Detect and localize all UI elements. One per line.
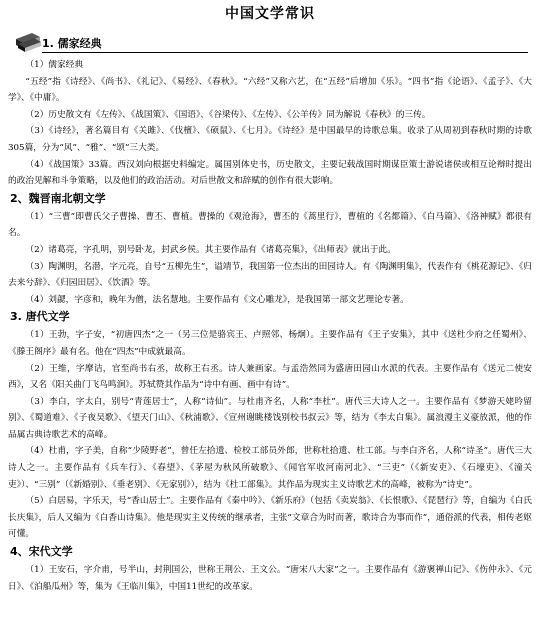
paragraph: （4）《战国策》33篇。西汉刘向根据史料编定。属国别体史书，历史散文，主要记载战国时期谋臣策士游说诸侯或相互论辩时提出的政治见解和斗争策略，以及他们的政治活动。对后世散文和辞赋的创作有很大影响。 xyxy=(8,159,532,187)
paragraph: （5）白居易，字乐天，号“香山居士”。主要作品有《秦中吟》、《新乐府》（包括《卖炭翁》、《长恨歌》、《琵琶行》等，自编为《白氏长庆集》，后人又编为《白香山诗集》。他是现实主义传统的继承者，主张“文章合为时而著，歌诗合为事而作”，通俗派的代表，相传老妪可懂。 xyxy=(8,496,532,540)
paragraph: （2）王维，字摩诘，官至尚书右丞，故称王右丞。诗人兼画家。与孟浩然同为盛唐田园山水派的代表。主要作品有《送元二使安西》，又名《阳关曲门飞鸟鸣涧》。苏轼赞其作品为“诗中有画、画中有诗”。 xyxy=(8,363,532,391)
section-heading: 3. 唐代文学 xyxy=(10,310,70,324)
page-title: 中国文学常识 xyxy=(225,6,315,22)
paragraph: “五经”指《诗经》、《尚书》、《礼记》、《易经》、《春秋》。“六经”又称六艺，在“五经”后增加《乐》。“四书”指《论语》、《孟子》、《大学》、《中庸》。 xyxy=(8,76,532,104)
books-icon xyxy=(14,29,42,53)
section-heading: 4、宋代文学 xyxy=(10,545,73,559)
paragraph: （1）“三曹”即曹氏父子曹操、曹丕、曹植。曹操的《观沧海》，曹丕的《蒿里行》，曹植的《名都篇》、《白马篇》、《洛神赋》都很有名。 xyxy=(8,211,532,239)
paragraph: （1）儒家经典 xyxy=(25,60,84,70)
paragraph: （4）杜甫，字子美，自称“少陵野老”，曾任左拾遗、检校工部员外郎，世称杜拾遗、杜工部。与李白齐名，人称“诗圣”。唐代三大诗人之一。主要作品有《兵车行》、《春望》、《茅屋为秋风所破歌》、《闻官军收河南河北》、“三吏”（《新安吏》、《石壕吏》、《潼关吏》）、“三别”（《新婚别》、《垂老别》、《无家别》），结为《杜工部集》。其作品为现实主义诗歌艺术的高峰，被称为“诗史”。 xyxy=(8,446,532,490)
paragraph: （3）陶渊明，名潜，字元亮，自号“五柳先生”，谥靖节，我国第一位杰出的田园诗人。有《陶渊明集》，代表作有《桃花源记》、《归去来兮辞》、《归园田居》、《饮酒》等。 xyxy=(8,261,532,289)
paragraph: （3）《诗经》，著名篇目有《关雎》、《伐檀》、《硕鼠》、《七月》。《诗经》是中国最早的诗歌总集。收录了从周初到春秋时期的诗歌305篇，分为“风”、“雅”、“颂”三大类。 xyxy=(8,126,532,153)
section-1-header xyxy=(8,23,532,57)
section-3-body xyxy=(8,327,532,543)
section-1-body xyxy=(8,57,532,190)
section-heading: 2、魏晋南北朝文学 xyxy=(10,191,106,205)
paragraph: （4）刘勰，字彦和，晚年为僧，法名慧地。主要作品有《文心雕龙》，是我国第一部文艺理论专著。 xyxy=(25,294,409,305)
paragraph: （1）王安石，字介甫，号半山，封荆国公，世称王荆公、王文公。“唐宋八大家”之一。主要作品有《游褒禅山记》、《伤仲永》、《元日》、《泊船瓜州》等，集为《王临川集》，中国11世纪的改革家。 xyxy=(8,565,532,592)
paragraph: （1）王勃，字子安，“初唐四杰”之一（另三位是骆宾王、卢照邻、杨炯）。主要作品有《王子安集》，其中《送杜少府之任蜀州》、《滕王阁序》最有名。他在“四杰”中成就最高。 xyxy=(8,330,532,357)
section-2-body xyxy=(8,209,532,309)
section-4-body xyxy=(8,562,532,595)
paragraph: （2）历史散文有《左传》、《战国策》、《国语》、《谷梁传》、《左传》、《公羊传》同为解说《春秋》的三传。 xyxy=(25,109,431,120)
paragraph: （2）诸葛亮，字孔明，别号卧龙，封武乡侯。其主要作品有《诸葛亮集》，《出师表》就出于此。 xyxy=(25,244,396,255)
section-heading: 1. 儒家经典 xyxy=(42,37,102,50)
heading-underline xyxy=(42,52,528,53)
paragraph: （3）李白，字太白，别号“青莲居士”，人称“诗仙”。与杜甫齐名，人称“李杜”。唐代三大诗人之一。主要作品有《梦游天姥吟留别》、《蜀道难》、《子夜吴歌》、《望天门山》、《秋浦歌》、《宣州谢眺楼饯别校书叔云》等，结为《李太白集》。属浪漫主义豪放派，他的作品属古典诗歌艺术的高峰。 xyxy=(8,396,532,440)
